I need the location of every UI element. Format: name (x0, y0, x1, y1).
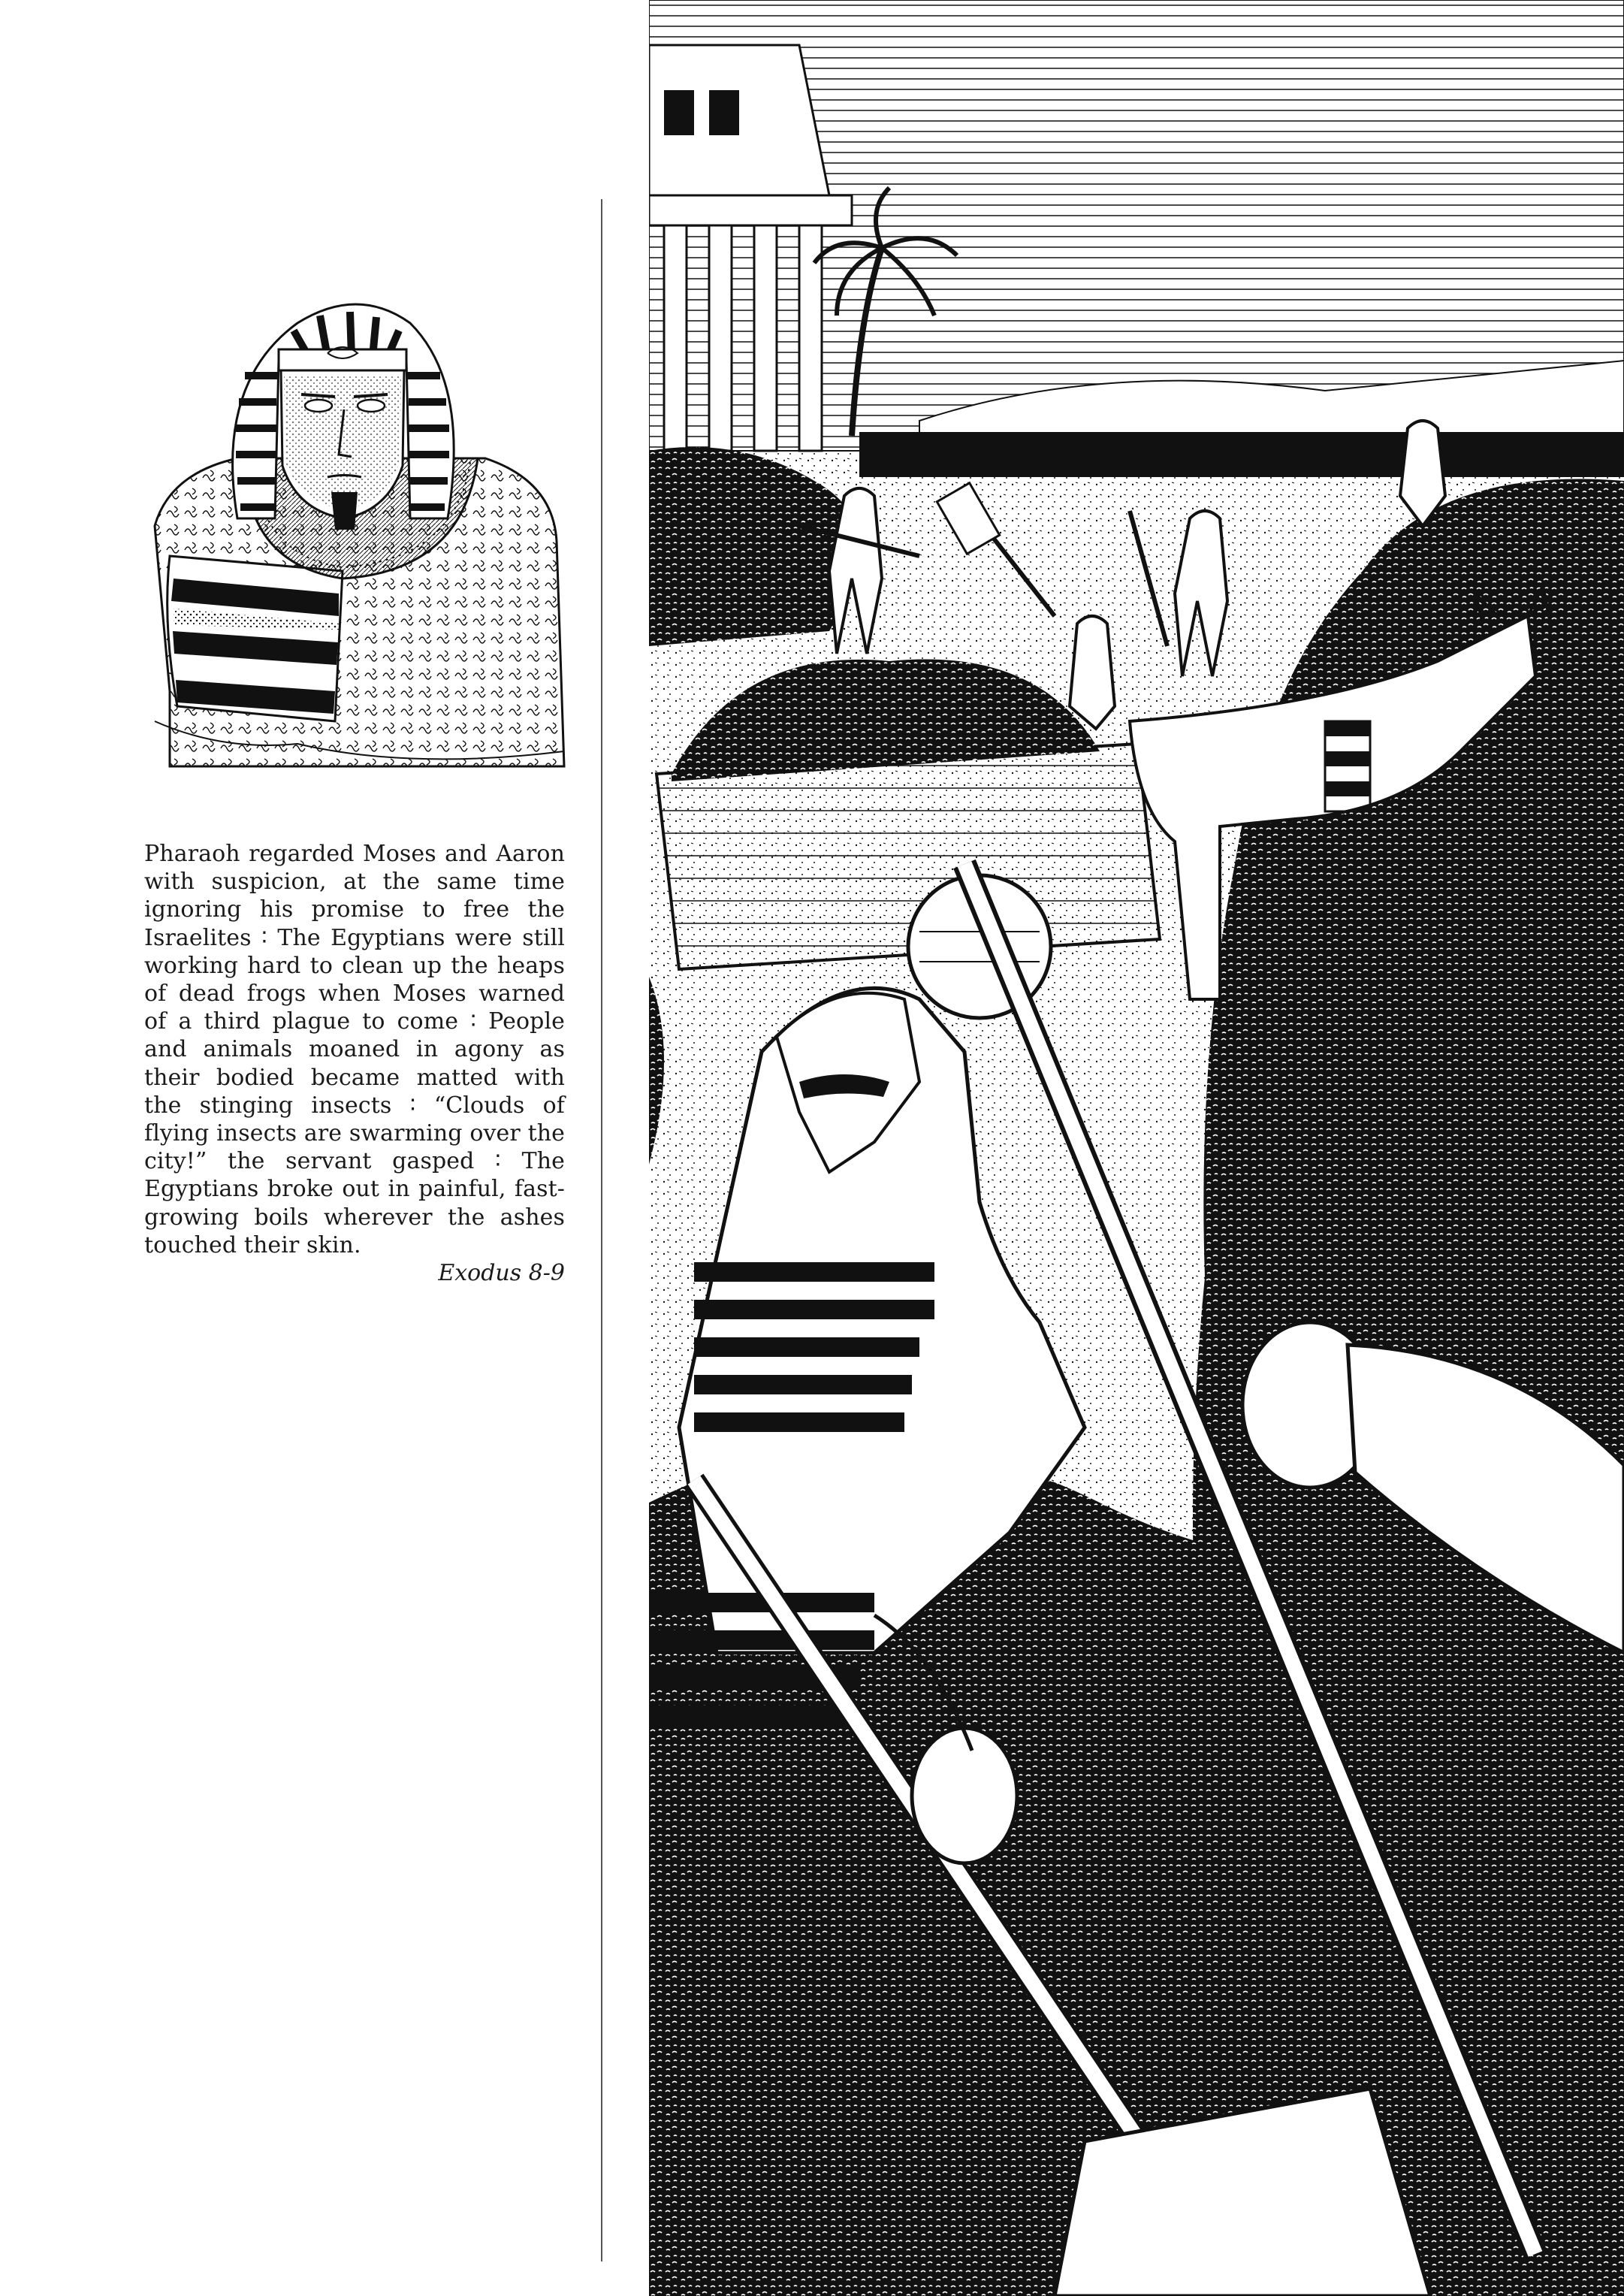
scripture-reference: Exodus 8-9 (438, 1260, 565, 1287)
caption-block (144, 840, 565, 1287)
workers-clearing-frogs-illustration (649, 0, 1624, 2296)
caption-text: Pharaoh regarded Moses and Aaron with suspicion, at the same time ignoring his promise to free the Israelites ∶ The Egyptians were still working hard to clean up the heaps of dead frogs when Moses warned of a third plague to come ∶ People and animals moaned in agony as their bodied became matted with the stinging insects ∶ “Clouds of flying insects are swarming over the city!” the servant gasped ∶ The Egyptians broke out in painful, fast-growing boils wherever the ashes touched their skin. (144, 841, 565, 1258)
pharaoh-portrait-illustration (147, 270, 568, 770)
column-divider (601, 199, 602, 2261)
